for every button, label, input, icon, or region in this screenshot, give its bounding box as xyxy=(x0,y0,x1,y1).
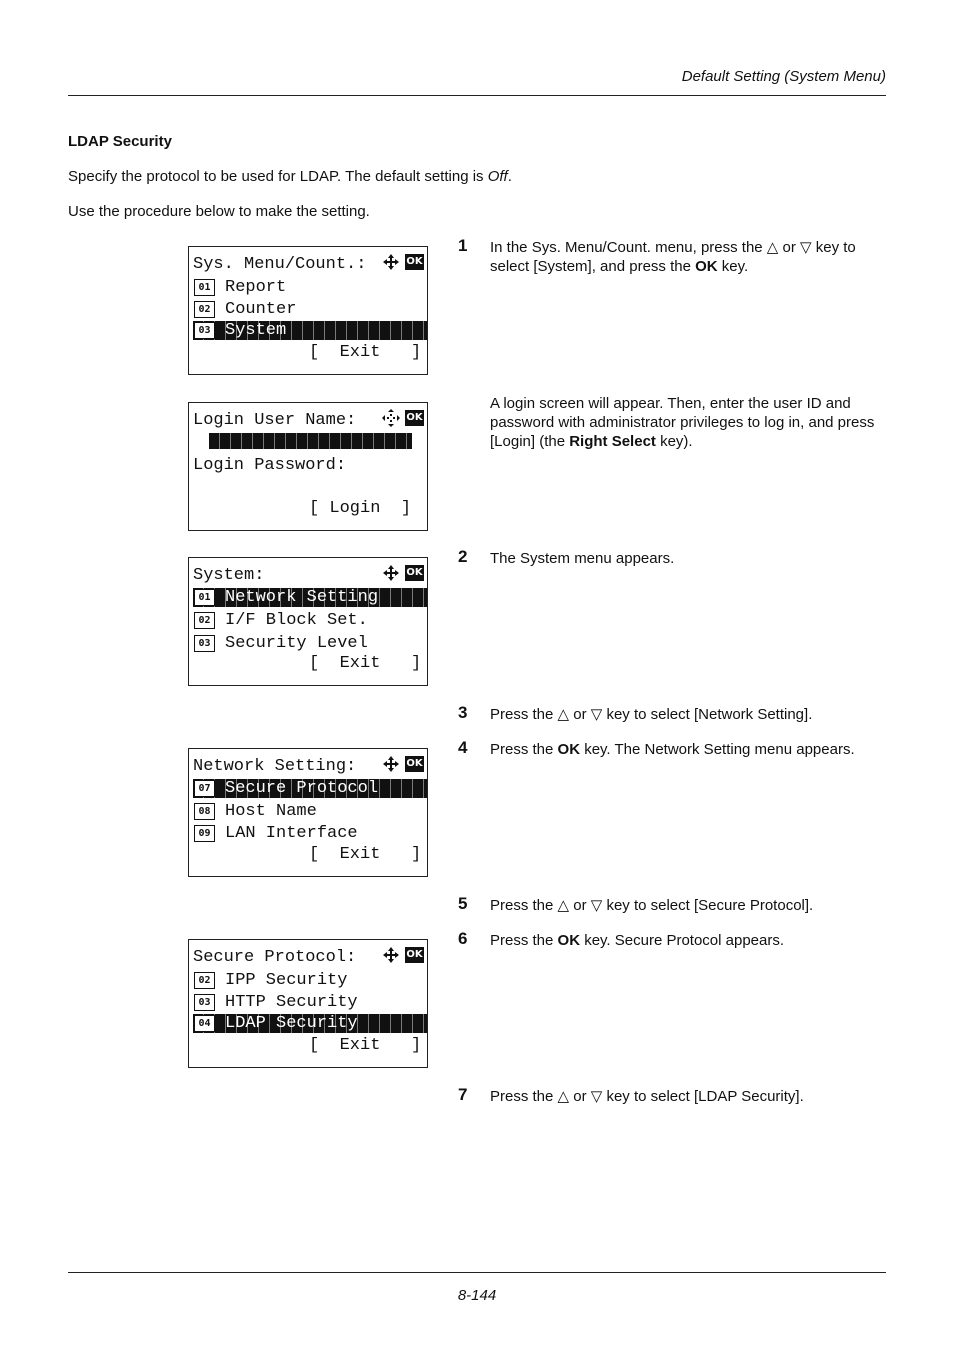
step-number: 3 xyxy=(458,703,468,722)
lcd-screen-network-setting xyxy=(188,748,428,877)
step-text xyxy=(490,740,886,759)
lcd-menu-item[interactable] xyxy=(193,278,427,297)
move-arrows-icon xyxy=(382,564,400,582)
item-label: System xyxy=(225,321,287,340)
lcd-menu-item[interactable] xyxy=(193,634,427,653)
ok-icon: OK xyxy=(405,254,424,270)
step-text: Press the △ or ▽ key to select [Secure Protocol]. xyxy=(490,897,814,914)
softkey-exit[interactable]: [ Exit ] xyxy=(309,343,422,362)
lcd-screen-sys-menu xyxy=(188,246,428,375)
step-number: 7 xyxy=(458,1085,468,1104)
item-number: 02 xyxy=(194,972,215,989)
item-number: 03 xyxy=(194,994,215,1011)
softkey-login[interactable]: [ Login ] xyxy=(309,499,412,518)
password-label: Login Password: xyxy=(193,456,347,475)
item-label: LAN Interface xyxy=(225,824,358,843)
lcd-title: Secure Protocol: xyxy=(193,948,357,967)
item-label: Host Name xyxy=(225,802,317,821)
procedure-paragraph: Use the procedure below to make the setting. xyxy=(68,203,370,220)
item-label: Report xyxy=(225,278,287,297)
intro-suffix: . xyxy=(507,168,512,185)
step-text-part: key. The Network Setting menu appears. xyxy=(580,741,855,758)
move-arrows-icon xyxy=(382,946,400,964)
ok-icon: OK xyxy=(405,565,424,581)
step-number: 4 xyxy=(458,738,468,757)
item-number: 03 xyxy=(194,635,215,652)
page-header-title: Default Setting (System Menu) xyxy=(681,68,886,85)
item-label: LDAP Security xyxy=(225,1014,358,1033)
move-arrows-dotted-icon xyxy=(382,409,400,427)
item-number: 01 xyxy=(194,279,215,296)
item-number: 09 xyxy=(194,825,215,842)
login-note xyxy=(490,394,886,451)
item-label: HTTP Security xyxy=(225,993,358,1012)
item-number: 02 xyxy=(194,301,215,318)
lcd-title: System: xyxy=(193,566,265,585)
item-label: Network Setting xyxy=(225,588,379,607)
lcd-menu-item[interactable] xyxy=(193,993,427,1012)
lcd-menu-item-selected[interactable] xyxy=(193,1014,427,1033)
user-name-field[interactable] xyxy=(209,433,412,449)
key-name: Right Select xyxy=(569,433,656,450)
step-text-part: Press the xyxy=(490,741,558,758)
move-arrows-icon xyxy=(382,253,400,271)
item-number: 08 xyxy=(194,803,215,820)
intro-default-value: Off xyxy=(487,168,508,185)
lcd-screen-system xyxy=(188,557,428,686)
step-number: 6 xyxy=(458,929,468,948)
step-text-part: In the Sys. Menu/Count. menu, press the △ or ▽ key to select [System], and press the xyxy=(490,239,856,275)
item-label: Security Level xyxy=(225,634,368,653)
step-text: Press the △ or ▽ key to select [Network Setting]. xyxy=(490,706,813,723)
step-text: The System menu appears. xyxy=(490,550,675,567)
header-rule xyxy=(68,95,886,96)
step-text xyxy=(490,238,886,276)
step-text-part: Press the xyxy=(490,932,558,949)
item-number: 03 xyxy=(194,322,215,339)
footer-rule xyxy=(68,1272,886,1273)
item-number: 07 xyxy=(194,780,215,797)
lcd-menu-item[interactable] xyxy=(193,824,427,843)
lcd-title: Network Setting: xyxy=(193,757,357,776)
lcd-title: Sys. Menu/Count.: xyxy=(193,255,367,274)
item-number: 01 xyxy=(194,589,215,606)
item-number: 02 xyxy=(194,612,215,629)
softkey-exit[interactable]: [ Exit ] xyxy=(309,654,422,673)
lcd-menu-item-selected[interactable] xyxy=(193,588,427,607)
lcd-title: Login User Name: xyxy=(193,411,357,430)
ok-icon: OK xyxy=(405,756,424,772)
item-label: I/F Block Set. xyxy=(225,611,368,630)
section-title: LDAP Security xyxy=(68,133,172,150)
page-number: 8-144 xyxy=(457,1287,497,1304)
move-arrows-icon xyxy=(382,755,400,773)
key-name: OK xyxy=(557,741,581,758)
lcd-screen-secure-protocol xyxy=(188,939,428,1068)
step-text xyxy=(490,931,886,950)
step-text-part: key. Secure Protocol appears. xyxy=(580,932,785,949)
lcd-menu-item[interactable] xyxy=(193,802,427,821)
item-label: Counter xyxy=(225,300,297,319)
softkey-exit[interactable]: [ Exit ] xyxy=(309,845,422,864)
step-text-part: A login screen will appear. Then, enter the user ID and password with administrator privileges to log in, and press [Login] (the xyxy=(490,395,875,450)
intro-paragraph xyxy=(68,168,512,185)
lcd-menu-item-selected[interactable] xyxy=(193,779,427,798)
step-number: 5 xyxy=(458,894,468,913)
item-label: Secure Protocol xyxy=(225,779,379,798)
key-name: OK xyxy=(695,258,718,275)
lcd-screen-login xyxy=(188,402,428,531)
intro-prefix: Specify the protocol to be used for LDAP. The default setting is xyxy=(68,168,488,185)
lcd-menu-item[interactable] xyxy=(193,971,427,990)
item-label: IPP Security xyxy=(225,971,348,990)
ok-icon: OK xyxy=(405,947,424,963)
step-number: 2 xyxy=(458,547,468,566)
ok-icon: OK xyxy=(405,410,424,426)
step-text-part: key). xyxy=(655,433,693,450)
item-number: 04 xyxy=(194,1015,215,1032)
step-text: Press the △ or ▽ key to select [LDAP Security]. xyxy=(490,1088,804,1105)
lcd-menu-item-selected[interactable] xyxy=(193,321,427,340)
step-number: 1 xyxy=(458,236,468,255)
lcd-menu-item[interactable] xyxy=(193,611,427,630)
step-text-part: key. xyxy=(717,258,749,275)
key-name: OK xyxy=(557,932,581,949)
softkey-exit[interactable]: [ Exit ] xyxy=(309,1036,422,1055)
lcd-menu-item[interactable] xyxy=(193,300,427,319)
